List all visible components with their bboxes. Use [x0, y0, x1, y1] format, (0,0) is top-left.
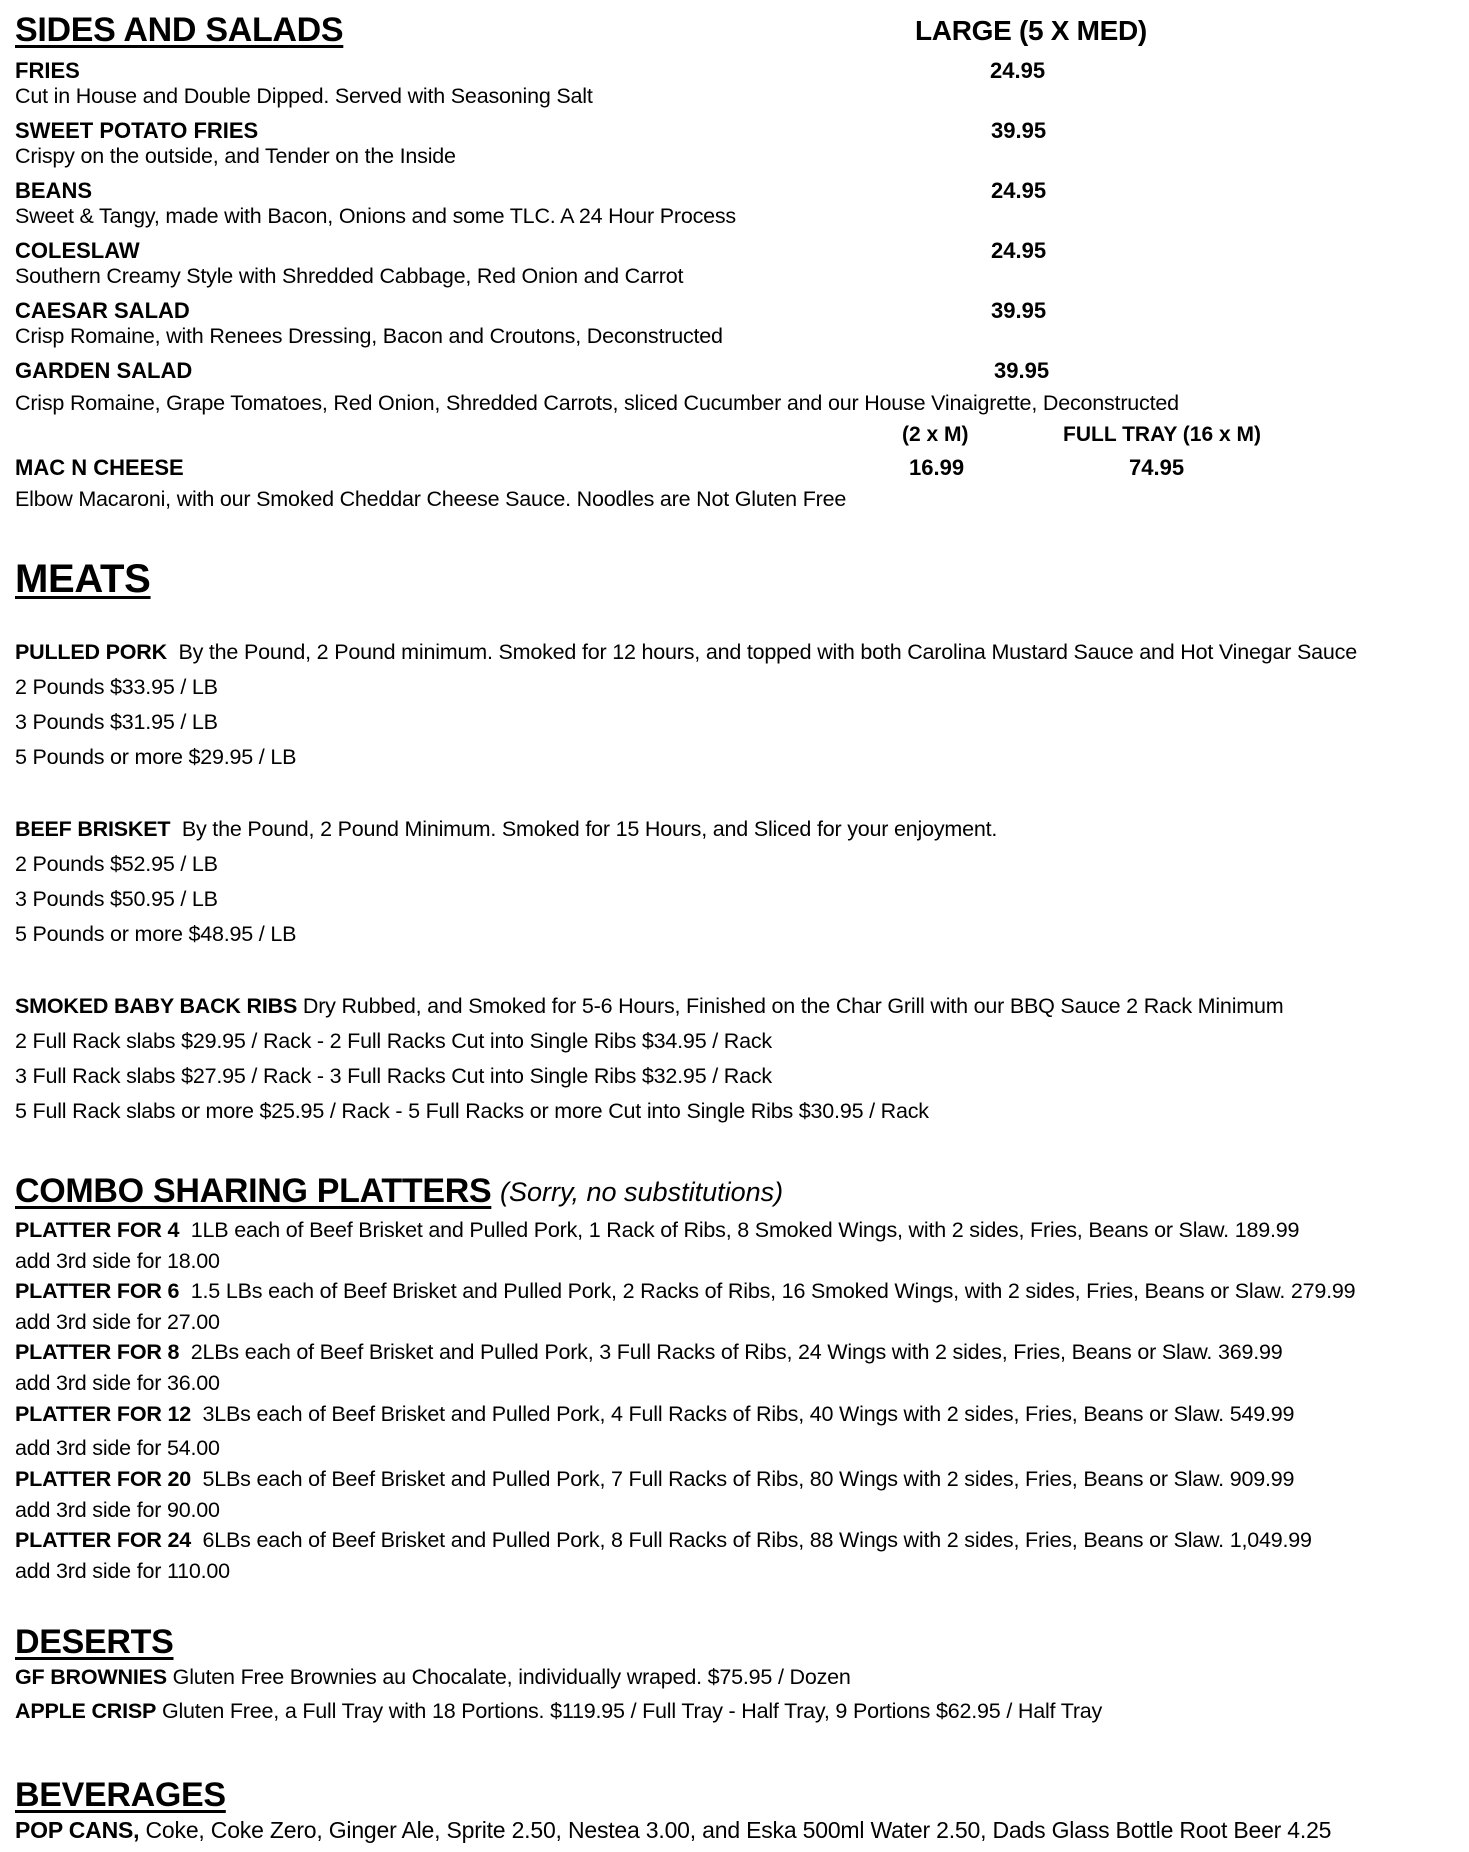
- item-desc: Gluten Free, a Full Tray with 18 Portions. $119.95 / Full Tray - Half Tray, 9 Portions $62.95 / Half Tray: [161, 1699, 1103, 1723]
- item-price: 39.95: [994, 358, 1050, 383]
- item-price-2m: 16.99: [909, 455, 965, 480]
- two-m-column-header: (2 x M): [902, 423, 969, 446]
- desert-line: [15, 1699, 1102, 1724]
- item-price: 39.95: [991, 298, 1047, 323]
- item-price: 24.95: [991, 238, 1047, 263]
- item-price: 39.95: [991, 118, 1047, 143]
- item-name: BEANS: [15, 178, 93, 203]
- platter-name: PLATTER FOR 12: [15, 1402, 191, 1426]
- full-tray-column-header: FULL TRAY (16 x M): [1063, 423, 1261, 446]
- item-desc: Coke, Coke Zero, Ginger Ale, Sprite 2.50, Nestea 3.00, and Eska 500ml Water 2.50, Dads Glass Bottle Root Beer 4.25: [145, 1817, 1332, 1843]
- item-desc: Southern Creamy Style with Shredded Cabbage, Red Onion and Carrot: [15, 264, 684, 288]
- item-name: SWEET POTATO FRIES: [15, 118, 259, 143]
- item-name: FRIES: [15, 58, 80, 83]
- price-tier: 5 Pounds or more $29.95 / LB: [15, 745, 297, 769]
- item-name: COLESLAW: [15, 238, 140, 263]
- item-name: PULLED PORK: [15, 640, 167, 664]
- item-price: 24.95: [990, 58, 1046, 83]
- platter-name: PLATTER FOR 6: [15, 1279, 180, 1303]
- item-desc: Sweet & Tangy, made with Bacon, Onions and some TLC. A 24 Hour Process: [15, 204, 736, 228]
- platter-extra: add 3rd side for 36.00: [15, 1371, 220, 1395]
- desert-line: [15, 1665, 851, 1690]
- item-desc: By the Pound, 2 Pound Minimum. Smoked for 15 Hours, and Sliced for your enjoyment.: [181, 817, 998, 841]
- price-tier: 2 Full Rack slabs $29.95 / Rack - 2 Full Racks Cut into Single Ribs $34.95 / Rack: [15, 1029, 772, 1053]
- item-desc: Elbow Macaroni, with our Smoked Cheddar Cheese Sauce. Noodles are Not Gluten Free: [15, 487, 847, 511]
- platter-name: PLATTER FOR 8: [15, 1340, 180, 1364]
- ribs-line: [15, 994, 1283, 1019]
- item-desc: Crisp Romaine, with Renees Dressing, Bacon and Croutons, Deconstructed: [15, 324, 723, 348]
- meats-heading: MEATS: [15, 557, 151, 601]
- platter-extra: add 3rd side for 54.00: [15, 1436, 220, 1460]
- platter-extra: add 3rd side for 110.00: [15, 1559, 230, 1583]
- item-name: POP CANS,: [15, 1817, 140, 1843]
- platter-line: [15, 1467, 1294, 1492]
- item-name: GARDEN SALAD: [15, 358, 193, 383]
- price-tier: 2 Pounds $33.95 / LB: [15, 675, 218, 699]
- item-name: SMOKED BABY BACK RIBS: [15, 994, 298, 1018]
- platter-line: [15, 1279, 1355, 1304]
- pulled-pork-line: [15, 640, 1357, 665]
- platter-line: [15, 1528, 1312, 1553]
- platter-line: [15, 1402, 1294, 1427]
- sides-heading: SIDES AND SALADS: [15, 11, 344, 49]
- price-tier: 2 Pounds $52.95 / LB: [15, 852, 218, 876]
- item-name: GF BROWNIES: [15, 1665, 167, 1689]
- platter-name: PLATTER FOR 24: [15, 1528, 191, 1552]
- combo-heading: [15, 1172, 491, 1211]
- platter-line: [15, 1340, 1283, 1365]
- item-name: CAESAR SALAD: [15, 298, 190, 323]
- item-price: 24.95: [991, 178, 1047, 203]
- combo-note: (Sorry, no substitutions): [500, 1177, 784, 1207]
- combo-heading-text: COMBO SHARING PLATTERS: [15, 1172, 492, 1210]
- platter-name: PLATTER FOR 4: [15, 1218, 180, 1242]
- platter-desc: 1LB each of Beef Brisket and Pulled Pork, 1 Rack of Ribs, 8 Smoked Wings, with 2 sides, Fries, Beans or Slaw. 189.99: [190, 1218, 1300, 1242]
- platter-extra: add 3rd side for 27.00: [15, 1310, 220, 1334]
- item-desc: Gluten Free Brownies au Chocalate, individually wraped. $75.95 / Dozen: [172, 1665, 851, 1689]
- platter-name: PLATTER FOR 20: [15, 1467, 191, 1491]
- platter-desc: 5LBs each of Beef Brisket and Pulled Pork, 7 Full Racks of Ribs, 80 Wings with 2 sides, Fries, Beans or Slaw. 909.99: [202, 1467, 1295, 1491]
- platter-extra: add 3rd side for 90.00: [15, 1498, 220, 1522]
- platter-line: [15, 1218, 1299, 1243]
- beverages-heading: BEVERAGES: [15, 1776, 226, 1814]
- item-desc: Crispy on the outside, and Tender on the Inside: [15, 144, 456, 168]
- platter-desc: 3LBs each of Beef Brisket and Pulled Pork, 4 Full Racks of Ribs, 40 Wings with 2 sides, Fries, Beans or Slaw. 549.99: [202, 1402, 1295, 1426]
- large-column-header: LARGE (5 X MED): [915, 15, 1147, 46]
- platter-desc: 2LBs each of Beef Brisket and Pulled Pork, 3 Full Racks of Ribs, 24 Wings with 2 sides, Fries, Beans or Slaw. 369.99: [190, 1340, 1283, 1364]
- price-tier: 5 Full Rack slabs or more $25.95 / Rack - 5 Full Racks or more Cut into Single Ribs $30.95 / Rack: [15, 1099, 929, 1123]
- item-desc: By the Pound, 2 Pound minimum. Smoked for 12 hours, and topped with both Carolina Mustard Sauce and Hot Vinegar Sauce: [178, 640, 1357, 664]
- item-desc: Crisp Romaine, Grape Tomatoes, Red Onion, Shredded Carrots, sliced Cucumber and our House Vinaigrette, Deconstructed: [15, 391, 1179, 415]
- item-desc: Cut in House and Double Dipped. Served with Seasoning Salt: [15, 84, 593, 108]
- beverage-line: [15, 1817, 1331, 1844]
- deserts-heading: DESERTS: [15, 1623, 174, 1661]
- price-tier: 3 Pounds $50.95 / LB: [15, 887, 218, 911]
- item-name: MAC N CHEESE: [15, 455, 184, 480]
- item-name: APPLE CRISP: [15, 1699, 157, 1723]
- item-name: BEEF BRISKET: [15, 817, 171, 841]
- price-tier: 3 Full Rack slabs $27.95 / Rack - 3 Full Racks Cut into Single Ribs $32.95 / Rack: [15, 1064, 772, 1088]
- platter-desc: 6LBs each of Beef Brisket and Pulled Pork, 8 Full Racks of Ribs, 88 Wings with 2 sides, Fries, Beans or Slaw. 1,049.99: [202, 1528, 1312, 1552]
- price-tier: 5 Pounds or more $48.95 / LB: [15, 922, 297, 946]
- brisket-line: [15, 817, 997, 842]
- price-tier: 3 Pounds $31.95 / LB: [15, 710, 218, 734]
- item-desc: Dry Rubbed, and Smoked for 5-6 Hours, Finished on the Char Grill with our BBQ Sauce 2 Rack Minimum: [302, 994, 1284, 1018]
- platter-desc: 1.5 LBs each of Beef Brisket and Pulled Pork, 2 Racks of Ribs, 16 Smoked Wings, with 2 sides, Fries, Beans or Slaw. 279.99: [190, 1279, 1356, 1303]
- platter-extra: add 3rd side for 18.00: [15, 1249, 220, 1273]
- item-price-full: 74.95: [1129, 455, 1185, 480]
